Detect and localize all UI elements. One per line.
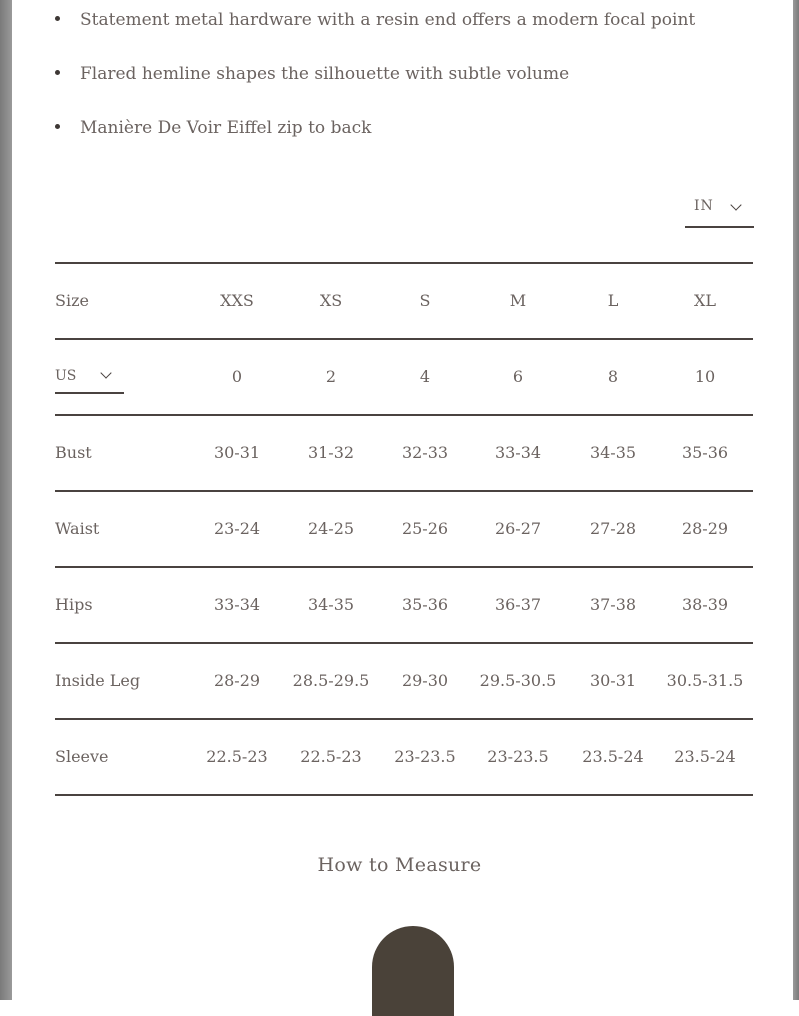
measurement-cell: 34-35 — [307, 595, 355, 614]
row-label: Hips — [55, 595, 93, 614]
measurement-row-inside-leg — [55, 642, 753, 718]
measurement-cell: 38-39 — [681, 595, 729, 614]
feature-item — [55, 54, 569, 94]
measurement-row-hips — [55, 566, 753, 642]
measurement-row-bust — [55, 414, 753, 490]
region-dropdown-value: US — [55, 368, 77, 384]
measurement-cell: 29-30 — [401, 671, 449, 690]
size-cell: M — [509, 291, 527, 310]
measurement-cell: 36-37 — [494, 595, 542, 614]
measurement-cell: 28.5-29.5 — [292, 671, 370, 690]
measurement-row-waist — [55, 490, 753, 566]
measurement-cell: 30-31 — [589, 671, 637, 690]
measurement-cell: 35-36 — [681, 443, 729, 462]
measurement-figure-illustration — [372, 926, 454, 1016]
feature-text: Flared hemline shapes the silhouette with subtle volume — [80, 64, 570, 84]
region-size-cell: 10 — [694, 367, 716, 386]
region-size-cell: 8 — [607, 367, 619, 386]
measurement-cell: 29.5-30.5 — [479, 671, 557, 690]
row-label: Size — [55, 291, 89, 310]
left-window-edge — [0, 0, 12, 1000]
unit-dropdown[interactable] — [685, 192, 754, 228]
measurement-cell: 26-27 — [494, 519, 542, 538]
bullet-dot-icon — [55, 70, 60, 75]
size-guide-table — [55, 262, 753, 796]
chevron-down-icon — [100, 367, 111, 378]
row-label: Inside Leg — [55, 671, 141, 690]
row-label: Waist — [55, 519, 100, 538]
measurement-cell: 37-38 — [589, 595, 637, 614]
feature-item — [55, 0, 695, 40]
measurement-cell: 28-29 — [681, 519, 729, 538]
measurement-cell: 35-36 — [401, 595, 449, 614]
measurement-cell: 23-23.5 — [394, 747, 456, 766]
measurement-cell: 22.5-23 — [206, 747, 268, 766]
feature-text: Manière De Voir Eiffel zip to back — [80, 118, 372, 138]
measurement-cell: 33-34 — [494, 443, 542, 462]
measurement-cell: 23.5-24 — [582, 747, 644, 766]
region-size-cell: 4 — [419, 367, 431, 386]
measurement-cell: 32-33 — [401, 443, 449, 462]
size-header-row — [55, 262, 753, 338]
unit-dropdown-value: IN — [694, 198, 714, 214]
size-cell: XXS — [220, 291, 254, 310]
measurement-cell: 28-29 — [213, 671, 261, 690]
right-window-edge — [793, 0, 799, 1000]
measurement-cell: 27-28 — [589, 519, 637, 538]
region-size-cell: 2 — [325, 367, 337, 386]
measurement-cell: 30.5-31.5 — [666, 671, 744, 690]
measurement-cell: 22.5-23 — [300, 747, 362, 766]
size-cell: S — [419, 291, 431, 310]
size-cell: XS — [319, 291, 343, 310]
row-label: Bust — [55, 443, 92, 462]
measurement-cell: 23-23.5 — [487, 747, 549, 766]
measurement-cell: 33-34 — [213, 595, 261, 614]
feature-item — [55, 108, 371, 148]
measurement-cell: 25-26 — [401, 519, 449, 538]
measurement-cell: 31-32 — [307, 443, 355, 462]
region-size-row — [55, 338, 753, 414]
chevron-down-icon — [730, 199, 741, 210]
bullet-dot-icon — [55, 124, 60, 129]
region-dropdown[interactable] — [55, 364, 124, 394]
measurement-cell: 23.5-24 — [674, 747, 736, 766]
measurement-cell: 24-25 — [307, 519, 355, 538]
size-cell: XL — [693, 291, 716, 310]
bullet-dot-icon — [55, 16, 60, 21]
region-size-cell: 6 — [512, 367, 524, 386]
feature-text: Statement metal hardware with a resin end offers a modern focal point — [80, 10, 696, 30]
size-cell: L — [607, 291, 619, 310]
measurement-cell: 30-31 — [213, 443, 261, 462]
region-size-cell: 0 — [231, 367, 243, 386]
measurement-cell: 23-24 — [213, 519, 261, 538]
measurement-cell: 34-35 — [589, 443, 637, 462]
how-to-measure-heading: How to Measure — [317, 854, 482, 876]
measurement-row-sleeve — [55, 718, 753, 796]
row-label: Sleeve — [55, 747, 109, 766]
